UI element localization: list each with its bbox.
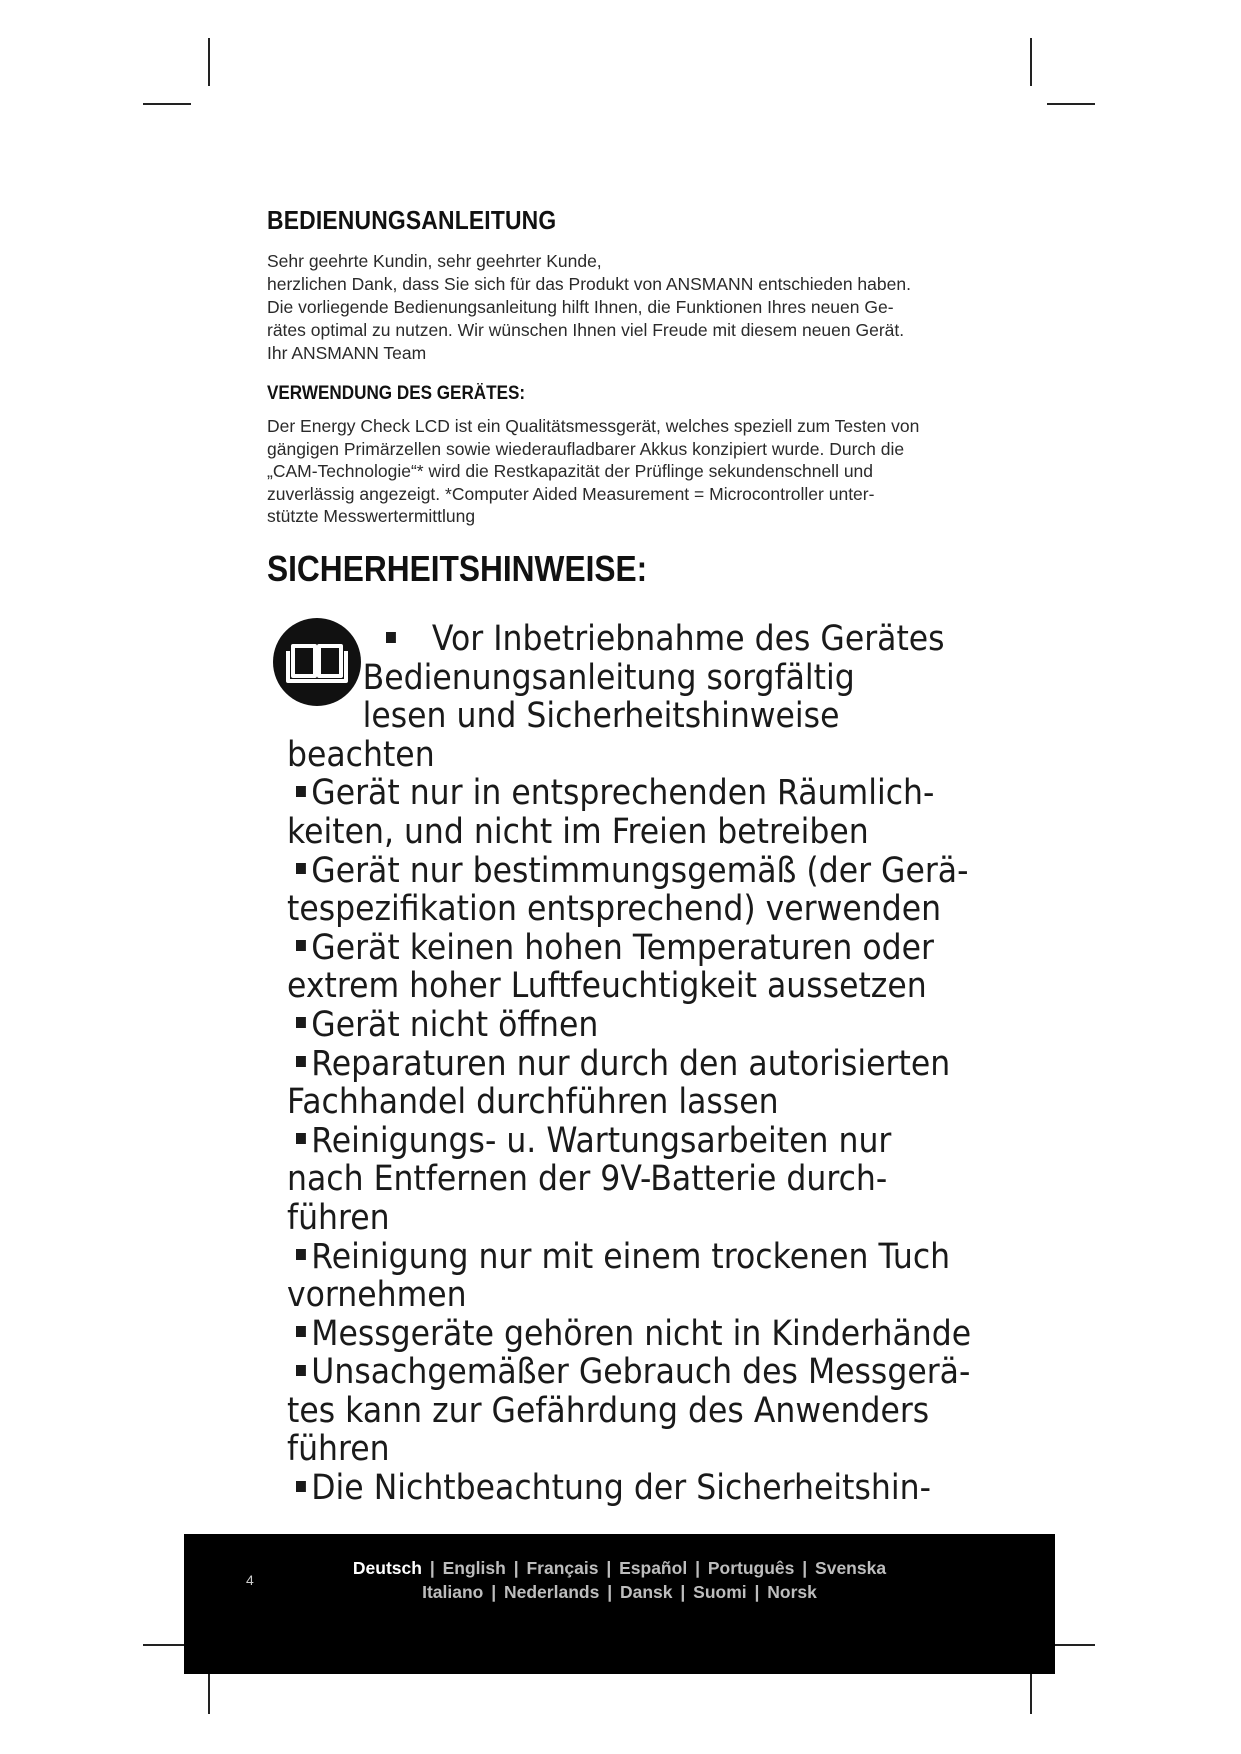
list-item-text: Gerät keinen hohen Temperaturen oder <box>311 927 934 968</box>
list-item-text: Die Nichtbeachtung der Sicherheitshin- <box>311 1468 931 1509</box>
list-item <box>287 774 953 813</box>
list-item: beachten <box>287 734 435 775</box>
safety-heading: SICHERHEITSHINWEISE: <box>267 548 648 589</box>
page-title: BEDIENUNGSANLEITUNG <box>267 205 557 235</box>
list-item: Fachhandel durchführen lassen <box>287 1082 779 1123</box>
language-link-nederlands[interactable]: Nederlands <box>504 1582 600 1602</box>
crop-mark <box>208 38 210 86</box>
bullet-icon <box>296 1481 306 1492</box>
separator: | <box>607 1582 613 1602</box>
usage-line: stützte Messwertermittlung <box>267 506 476 526</box>
intro-section <box>267 205 987 528</box>
intro-line: Sehr geehrte Kundin, sehr geehrter Kunde, <box>267 251 602 271</box>
list-item: führen <box>287 1197 390 1238</box>
language-link-suomi[interactable]: Suomi <box>693 1582 747 1602</box>
usage-heading: VERWENDUNG DES GERÄTES: <box>267 383 526 404</box>
usage-line: „CAM-Technologie“* wird die Restkapazität der Prüflinge sekundenschnell und <box>267 461 874 481</box>
intro-line: herzlichen Dank, dass Sie sich für das Produkt von ANSMANN entschieden haben. <box>267 274 911 294</box>
language-row <box>184 1556 1055 1580</box>
separator: | <box>802 1558 808 1578</box>
list-item: führen <box>287 1429 390 1470</box>
list-item-text: Reinigungs- u. Wartungsarbeiten nur <box>311 1120 892 1161</box>
list-item-text: Gerät nur in entsprechenden Räumlich- <box>311 773 935 814</box>
list-item-text: Vor Inbetriebnahme des Gerätes <box>431 619 945 659</box>
list-item: Bedienungsanleitung sorgfältig <box>362 657 855 698</box>
list-item: tespezifikation entsprechend) verwenden <box>287 889 942 930</box>
list-item <box>287 1122 953 1161</box>
list-item-text: Messgeräte gehören nicht in Kinderhände <box>311 1313 972 1354</box>
bullet-icon <box>296 786 306 797</box>
bullet-icon <box>296 940 306 951</box>
list-item <box>287 1045 953 1084</box>
safety-list <box>287 620 1027 1508</box>
intro-line: Die vorliegende Bedienungsanleitung hilft Ihnen, die Funktionen Ihres neuen Ge- <box>267 297 894 317</box>
bullet-icon <box>296 1365 306 1376</box>
intro-line: rätes optimal zu nutzen. Wir wünschen Ihnen viel Freude mit diesem neuen Gerät. <box>267 320 905 340</box>
list-item: lesen und Sicherheitshinweise <box>362 696 840 737</box>
intro-line: Ihr ANSMANN Team <box>267 343 427 363</box>
crop-mark <box>1030 38 1032 86</box>
list-item <box>287 1469 953 1508</box>
list-item <box>287 620 953 659</box>
list-item: keiten, und nicht im Freien betreiben <box>287 811 869 852</box>
language-link-dansk[interactable]: Dansk <box>619 1582 673 1602</box>
separator: | <box>695 1558 700 1578</box>
list-item: tes kann zur Gefährdung des Anwenders <box>287 1390 930 1431</box>
list-item-text: Gerät nicht öffnen <box>311 1004 599 1045</box>
bullet-icon <box>296 1017 306 1028</box>
list-item-text: Reinigung nur mit einem trockenen Tuch <box>311 1236 951 1277</box>
list-item <box>287 850 969 891</box>
list-item-text: Gerät nur bestimmungsgemäß (der Gerä- <box>311 850 969 891</box>
footer-bar <box>184 1534 1055 1674</box>
list-item <box>287 1313 972 1354</box>
bullet-icon <box>296 1133 306 1144</box>
crop-mark <box>1047 103 1095 105</box>
bullet-icon <box>296 1249 306 1260</box>
list-item <box>287 1006 953 1045</box>
language-link-deutsch[interactable]: Deutsch <box>352 1558 422 1578</box>
language-link-english[interactable]: English <box>442 1558 506 1578</box>
list-item <box>287 929 953 968</box>
usage-line: Der Energy Check LCD ist ein Qualitätsmessgerät, welches speziell zum Testen von <box>267 416 920 436</box>
language-link-italiano[interactable]: Italiano <box>422 1582 484 1602</box>
intro-text <box>267 250 987 365</box>
separator: | <box>680 1582 686 1602</box>
usage-text <box>267 415 987 528</box>
language-link-francais[interactable]: Français <box>526 1558 599 1578</box>
language-link-portugues[interactable]: Português <box>707 1558 795 1578</box>
separator: | <box>513 1558 519 1578</box>
list-item: extrem hoher Luftfeuchtigkeit aussetzen <box>287 966 927 1007</box>
bullet-icon <box>386 632 396 643</box>
bullet-icon <box>296 1056 306 1067</box>
language-link-norsk[interactable]: Norsk <box>767 1582 817 1602</box>
list-item-text: Reparaturen nur durch den autorisierten <box>311 1043 951 1084</box>
language-link-espanol[interactable]: Español <box>619 1558 688 1578</box>
language-link-svenska[interactable]: Svenska <box>815 1558 887 1578</box>
page-number: 4 <box>246 1572 254 1588</box>
list-item: vornehmen <box>287 1275 467 1316</box>
bullet-icon <box>296 1326 306 1337</box>
separator: | <box>429 1558 435 1578</box>
bullet-icon <box>296 863 306 874</box>
separator: | <box>754 1582 760 1602</box>
crop-mark <box>143 103 191 105</box>
list-item: nach Entfernen der 9V-Batterie durch- <box>287 1159 888 1200</box>
usage-line: gängigen Primärzellen sowie wiederaufladbarer Akkus konzipiert wurde. Durch die <box>267 438 905 459</box>
list-item <box>287 1238 953 1277</box>
list-item-text: Unsachgemäßer Gebrauch des Messgerä- <box>311 1352 971 1393</box>
language-selector <box>184 1556 1055 1604</box>
separator: | <box>491 1582 497 1602</box>
language-row <box>184 1580 1055 1604</box>
separator: | <box>606 1558 612 1578</box>
list-item <box>287 1352 971 1393</box>
usage-line: zuverlässig angezeigt. *Computer Aided Measurement = Microcontroller unter- <box>267 483 875 504</box>
